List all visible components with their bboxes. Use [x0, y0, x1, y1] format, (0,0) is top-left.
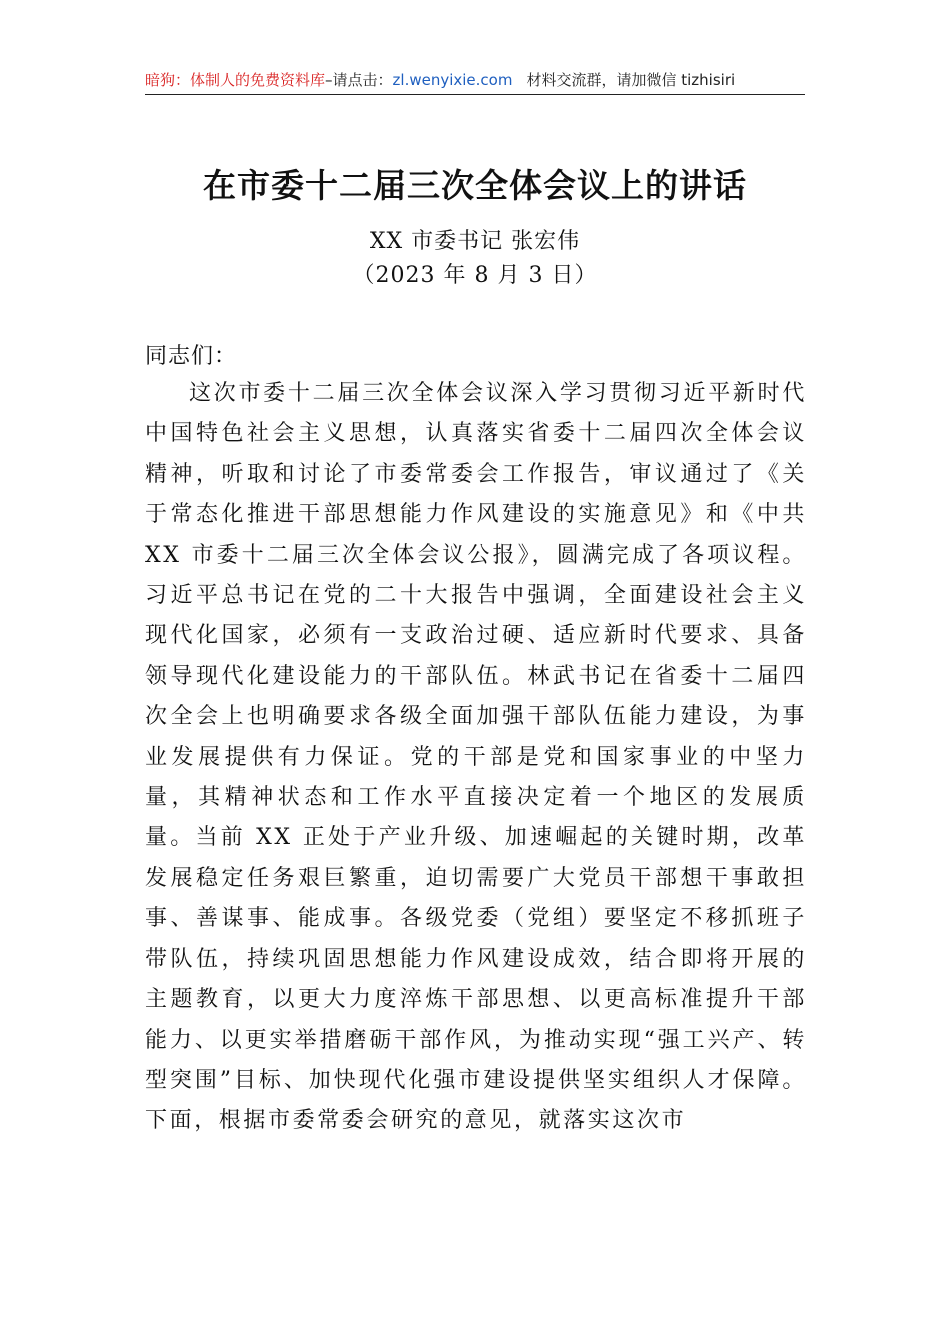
header-link[interactable]: zl.wenyixie.com: [392, 71, 513, 89]
body-paragraph: 这次市委十二届三次全体会议深入学习贯彻习近平新时代中国特色社会主义思想，认真落实省委十二届四次全体会议精神，听取和讨论了市委常委会工作报告，审议通过了《关于常态化推进干部思想能力作风建设的实施意见》和《中共 XX 市委十二届三次全体会议公报》，圆满完成了各项议程。习近平总书记在党的二十大报告中强调，全面建设社会主义现代化国家，必须有一支政治过硬、适应新时代要求、具备领导现代化建设能力的干部队伍。林武书记在省委十二届四次全会上也明确要求各级全面加强干部队伍能力建设，为事业发展提供有力保证。党的干部是党和国家事业的中坚力量，其精神状态和工作水平直接决定着一个地区的发展质量。当前 XX 正处于产业升级、加速崛起的关键时期，改革发展稳定任务艰巨繁重，迫切需要广大党员干部想干事敢担事、善谋事、能成事。各级党委（党组）要坚定不移抓班子带队伍，持续巩固思想能力作风建设成效，结合即将开展的主题教育，以更大力度淬炼干部思想、以更高标准提升干部能力、以更实举措磨砺干部作风，为推动实现“强工兴产、转型突围”目标、加快现代化强市建设提供坚实组织人才保障。下面，根据市委常委会研究的意见，就落实这次市: [145, 381, 807, 1134]
document-title: 在市委十二届三次全体会议上的讲话: [203, 166, 747, 205]
document-date: （2023 年 8 月 3 日）: [352, 263, 598, 288]
header-contact: 材料交流群，请加微信 tizhisiri: [526, 71, 736, 89]
header-prompt: –请点击：: [325, 71, 393, 89]
header-brand: 暗狗：体制人的免费资料库: [145, 71, 326, 89]
document-author: XX 市委书记 张宏伟: [369, 229, 581, 254]
salutation: 同志们：: [145, 344, 238, 369]
page-header: [145, 66, 805, 95]
